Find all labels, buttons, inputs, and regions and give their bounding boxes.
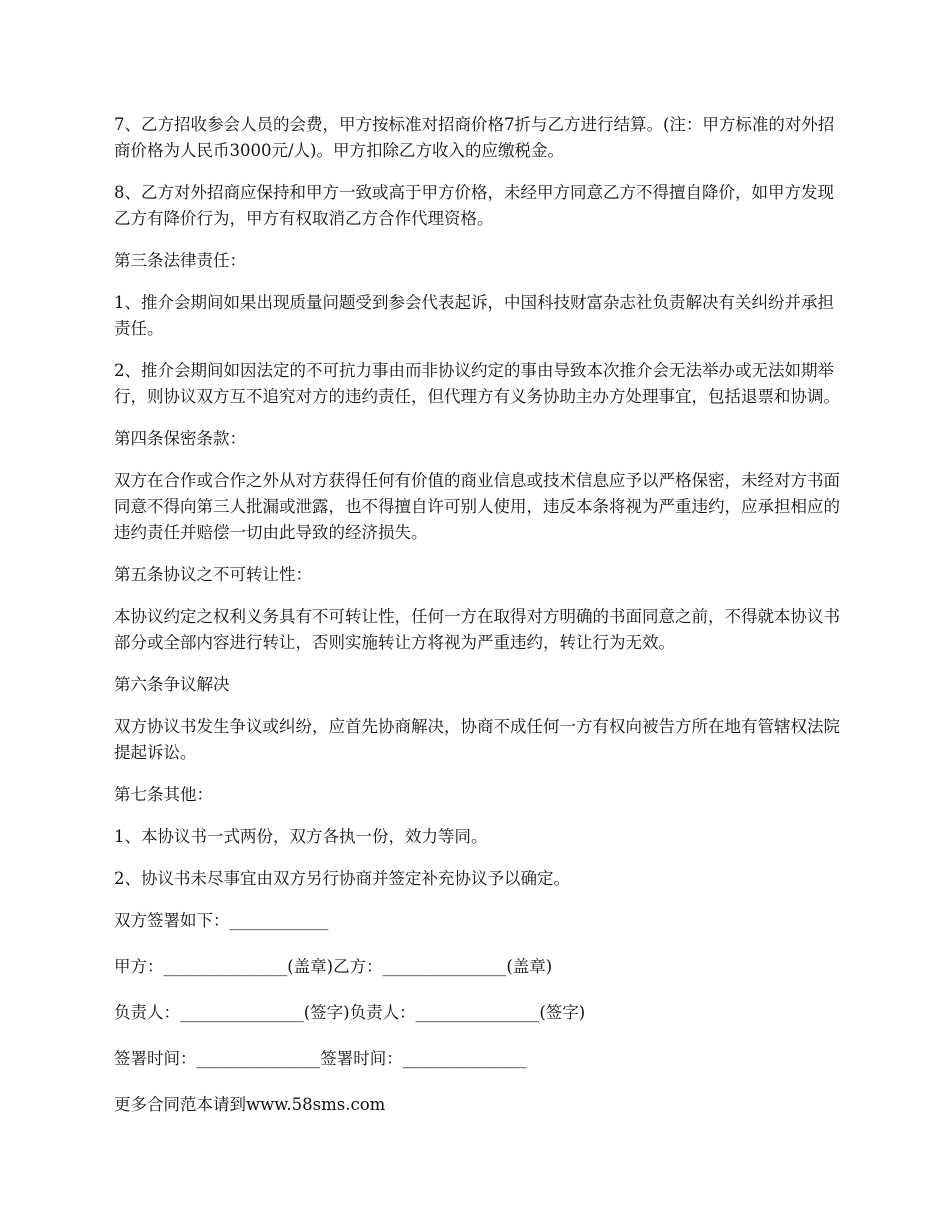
article-7-heading: 第七条其他： bbox=[114, 785, 213, 804]
article-4-body: 双方在合作或合作之外从对方获得任何有价值的商业信息或技术信息应予以严格保密，未经对方书面同意不得向第三人批漏或泄露，也不得擅自许可别人使用，违反本条将视为严重违约，应承担相应的违约责任并赔偿一切由此导致的经济损失。 bbox=[114, 471, 840, 542]
article-7-item-2: 2、协议书未尽事宜由双方另行协商并签定补充协议予以确定。 bbox=[114, 869, 570, 888]
clause-8-pricing: 8、乙方对外招商应保持和甲方一致或高于甲方价格，未经甲方同意乙方不得擅自降价，如甲方发现乙方有降价行为，甲方有权取消乙方合作代理资格。 bbox=[114, 183, 834, 228]
signature-date: 签署时间：_______________签署时间：_______________ bbox=[114, 1049, 527, 1068]
article-7-item-1: 1、本协议书一式两份，双方各执一份，效力等同。 bbox=[114, 827, 488, 846]
article-3-item-1: 1、推介会期间如果出现质量问题受到参会代表起诉，中国科技财富杂志社负责解决有关纠纷并承担责任。 bbox=[114, 293, 834, 338]
article-6-heading: 第六条争议解决 bbox=[114, 675, 230, 694]
article-4-heading: 第四条保密条款： bbox=[114, 429, 246, 448]
signature-responsible: 负责人：_______________(签字)负责人：_______________(签字) bbox=[114, 1003, 586, 1022]
document-body bbox=[114, 112, 844, 1134]
signature-parties: 甲方：_______________(盖章)乙方：_______________(盖章) bbox=[114, 957, 553, 976]
article-3-item-2: 2、推介会期间如因法定的不可抗力事由而非协议约定的事由导致本次推介会无法举办或无法如期举行，则协议双方互不追究对方的违约责任，但代理方有义务协助主办方处理事宜，包括退票和协调。 bbox=[114, 361, 840, 406]
footer-note: 更多合同范本请到www.58sms.com bbox=[114, 1095, 386, 1114]
clause-7-settlement: 7、乙方招收参会人员的会费，甲方按标准对招商价格7折与乙方进行结算。(注：甲方标准的对外招商价格为人民币3000元/人)。甲方扣除乙方收入的应缴税金。 bbox=[114, 115, 835, 160]
signature-intro: 双方签署如下：____________ bbox=[114, 911, 329, 930]
article-6-body: 双方协议书发生争议或纠纷，应首先协商解决，协商不成任何一方有权向被告方所在地有管辖权法院提起诉讼。 bbox=[114, 717, 840, 762]
article-5-body: 本协议约定之权利义务具有不可转让性，任何一方在取得对方明确的书面同意之前，不得就本协议书部分或全部内容进行转让，否则实施转让方将视为严重违约，转让行为无效。 bbox=[114, 607, 840, 652]
article-5-heading: 第五条协议之不可转让性： bbox=[114, 565, 312, 584]
article-3-heading: 第三条法律责任： bbox=[114, 251, 246, 270]
